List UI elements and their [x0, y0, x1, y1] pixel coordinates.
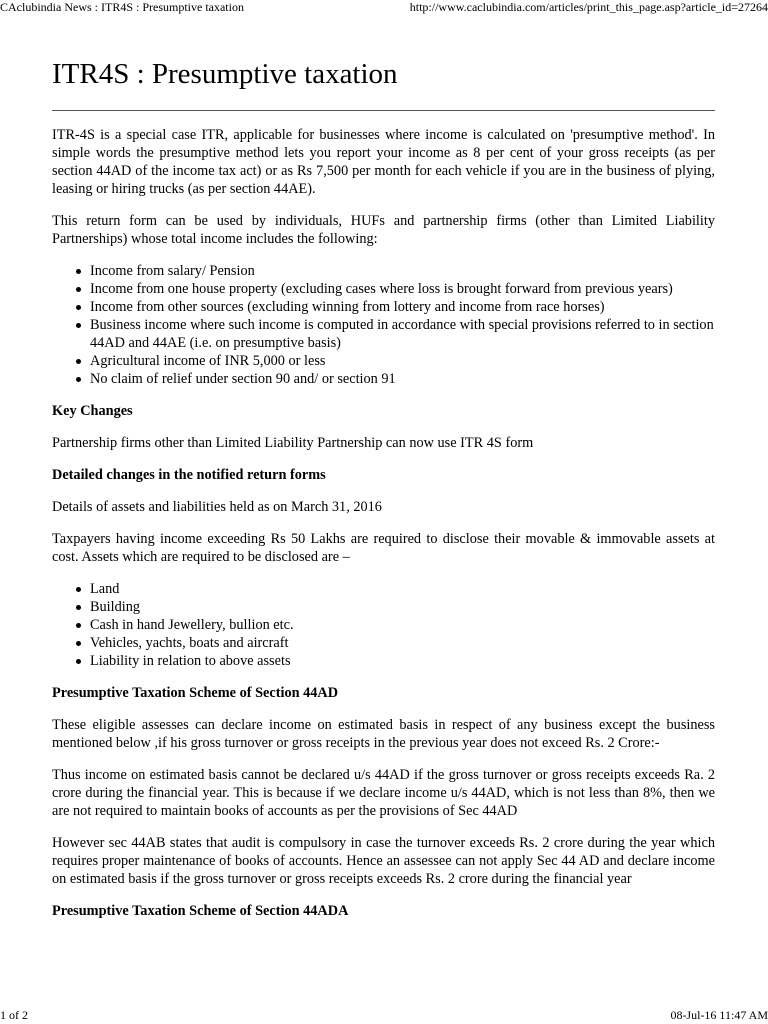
bullet-icon	[76, 641, 81, 646]
section-44ad-paragraph-3: However sec 44AB states that audit is compulsory in case the turnover exceeds Rs. 2 crore during the year which requires proper maintenance of books of accounts. Hence an assessee can not apply Sec 44 AD and declare income on estimated basis if the gross turnover or gross receipts exceeds Rs. 2 crore during the financial year	[52, 835, 715, 887]
list-item	[90, 280, 715, 298]
list-item-text: Liability in relation to above assets	[90, 653, 291, 669]
list-item-text: Business income where such income is computed in accordance with special provisions referred to in section 44AD and 44AE (i.e. on presumptive basis)	[90, 317, 714, 351]
list-item-text: Income from one house property (excluding cases where loss is brought forward from previous years)	[90, 281, 673, 297]
bullet-icon	[76, 323, 81, 328]
page-number: 1 of 2	[0, 1008, 28, 1022]
list-item	[90, 352, 715, 370]
bullet-icon	[76, 623, 81, 628]
list-item	[90, 316, 715, 352]
print-header-url: http://www.caclubindia.com/articles/print_this_page.asp?article_id=27264	[409, 0, 768, 14]
bullet-icon	[76, 377, 81, 382]
list-item-text: Cash in hand Jewellery, bullion etc.	[90, 617, 294, 633]
section-44ada-heading: Presumptive Taxation Scheme of Section 44ADA	[52, 903, 349, 919]
print-header-title: CAclubindia News : ITR4S : Presumptive taxation	[0, 0, 244, 14]
key-changes-heading: Key Changes	[52, 403, 133, 419]
eligibility-paragraph: This return form can be used by individuals, HUFs and partnership firms (other than Limited Liability Partnerships) whose total income includes the following:	[52, 213, 715, 247]
list-item	[90, 298, 715, 316]
list-item-text: Land	[90, 581, 120, 597]
assets-list	[52, 580, 715, 670]
article-title: ITR4S : Presumptive taxation	[52, 58, 398, 90]
list-item-text: Vehicles, yachts, boats and aircraft	[90, 635, 289, 651]
section-44ad-paragraph-1: These eligible assesses can declare income on estimated basis in respect of any business except the business mentioned below ,if his gross turnover or gross receipts in the previous year does not exceed Rs. 2 Crore:-	[52, 717, 715, 751]
bullet-icon	[76, 587, 81, 592]
title-divider	[52, 110, 715, 111]
list-item	[90, 262, 715, 280]
income-list	[52, 262, 715, 388]
bullet-icon	[76, 269, 81, 274]
bullet-icon	[76, 359, 81, 364]
article-body	[52, 126, 715, 934]
detailed-changes-heading: Detailed changes in the notified return forms	[52, 467, 326, 483]
key-changes-paragraph: Partnership firms other than Limited Liability Partnership can now use ITR 4S form	[52, 435, 534, 451]
assets-intro-paragraph: Taxpayers having income exceeding Rs 50 Lakhs are required to disclose their movable & immovable assets at cost. Assets which are required to be disclosed are –	[52, 531, 715, 565]
list-item-text: Income from other sources (excluding winning from lottery and income from race horses)	[90, 299, 605, 315]
section-44ad-paragraph-2: Thus income on estimated basis cannot be declared u/s 44AD if the gross turnover or gross receipts exceeds Ra. 2 crore during the financial year. This is because if we declare income u/s 44AD, which is not less than 8%, then we are not required to maintain books of accounts as per the provisions of Sec 44AD	[52, 767, 715, 819]
print-timestamp: 08-Jul-16 11:47 AM	[670, 1008, 768, 1022]
bullet-icon	[76, 605, 81, 610]
list-item	[90, 580, 715, 598]
section-44ad-heading: Presumptive Taxation Scheme of Section 44AD	[52, 685, 339, 701]
list-item	[90, 370, 715, 388]
list-item-text: Building	[90, 599, 141, 615]
list-item-text: No claim of relief under section 90 and/ or section 91	[90, 371, 396, 387]
list-item	[90, 616, 715, 634]
bullet-icon	[76, 305, 81, 310]
list-item	[90, 652, 715, 670]
list-item-text: Income from salary/ Pension	[90, 263, 255, 279]
bullet-icon	[76, 659, 81, 664]
list-item	[90, 634, 715, 652]
list-item	[90, 598, 715, 616]
intro-paragraph: ITR-4S is a special case ITR, applicable for businesses where income is calculated on 'presumptive method'. In simple words the presumptive method lets you report your income as 8 per cent of your gross receipts (as per section 44AD of the income tax act) or as Rs 7,500 per month for each vehicle if you are in the business of plying, leasing or hiring trucks (as per section 44AE).	[52, 127, 715, 197]
list-item-text: Agricultural income of INR 5,000 or less	[90, 353, 326, 369]
bullet-icon	[76, 287, 81, 292]
assets-date-paragraph: Details of assets and liabilities held as on March 31, 2016	[52, 499, 382, 515]
